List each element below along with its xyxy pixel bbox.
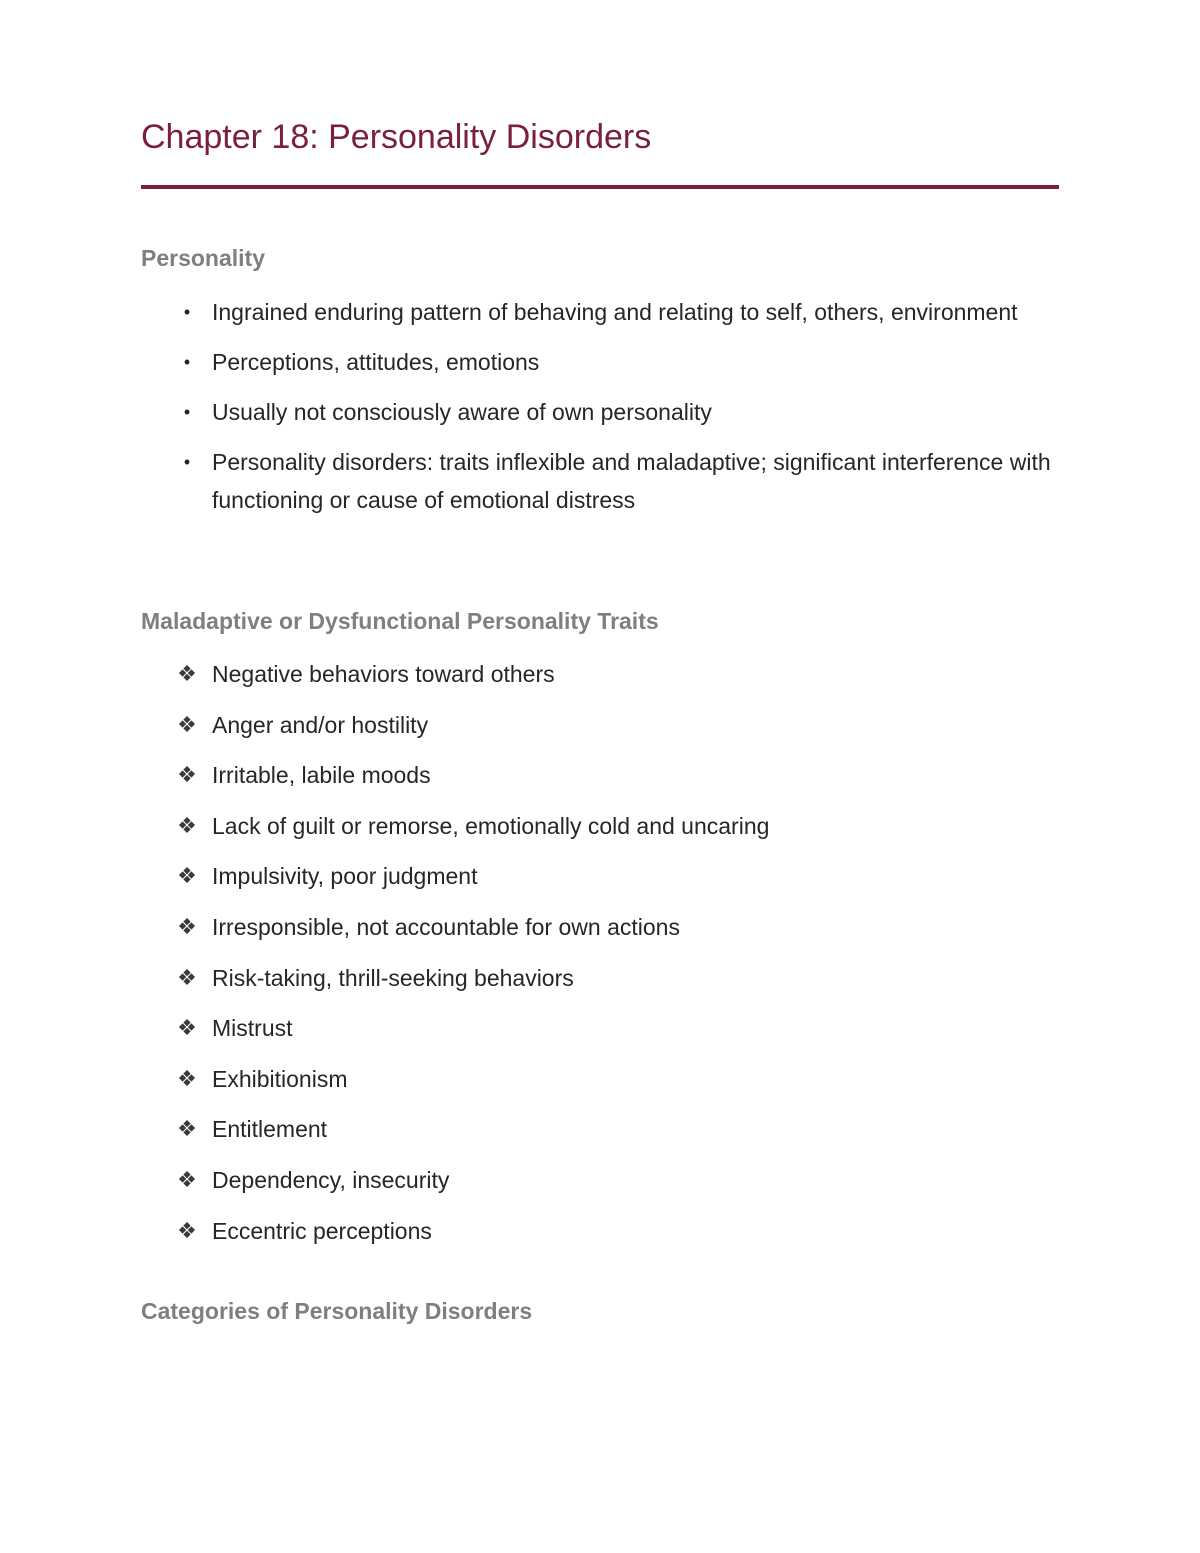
list-item-text: Dependency, insecurity (212, 1166, 450, 1193)
section-heading-categories: Categories of Personality Disorders (141, 1298, 533, 1324)
list-item (141, 443, 1059, 519)
list-item-text: Lack of guilt or remorse, emotionally cold and uncaring (212, 812, 770, 839)
bullet-icon: • (183, 352, 191, 372)
list-item (141, 1110, 1059, 1148)
list-item (141, 1161, 1059, 1199)
list-item (141, 857, 1059, 895)
section-heading-personality: Personality (141, 245, 265, 271)
list-item (141, 1060, 1059, 1098)
list-item-text: Exhibitionism (212, 1065, 348, 1092)
list-item (141, 1009, 1059, 1047)
diamond-bullet-icon: ❖ (177, 1217, 197, 1243)
list-item (141, 959, 1059, 997)
diamond-bullet-icon: ❖ (177, 812, 197, 838)
list-item (141, 807, 1059, 845)
list-item-text: Perceptions, attitudes, emotions (212, 349, 540, 375)
list-item (141, 1212, 1059, 1250)
list-item-text: Impulsivity, poor judgment (212, 863, 478, 890)
list-item-text: Entitlement (212, 1116, 328, 1143)
list-item-text: Ingrained enduring pattern of behaving and relating to self, others, environment (212, 299, 1018, 325)
diamond-bullet-icon: ❖ (177, 1015, 197, 1041)
bullet-icon: • (183, 302, 191, 322)
list-item-text: Anger and/or hostility (212, 711, 429, 738)
diamond-bullet-icon: ❖ (177, 964, 197, 990)
personality-list (141, 293, 1059, 531)
list-item (141, 706, 1059, 744)
list-item-text: Irresponsible, not accountable for own actions (212, 913, 680, 940)
list-item (141, 293, 1059, 331)
section-heading-traits: Maladaptive or Dysfunctional Personality Traits (141, 608, 659, 634)
list-item (141, 908, 1059, 946)
page-title: Chapter 18: Personality Disorders (141, 118, 652, 156)
diamond-bullet-icon: ❖ (177, 711, 197, 737)
diamond-bullet-icon: ❖ (177, 661, 197, 686)
list-item (141, 393, 1059, 431)
list-item-text: Personality disorders: traits inflexible and maladaptive; significant interference with functioning or cause of emotional distress (212, 449, 1051, 513)
list-item-text: Mistrust (212, 1015, 293, 1042)
list-item-text: Negative behaviors toward others (212, 661, 555, 687)
bullet-icon: • (183, 452, 191, 472)
list-item (141, 343, 1059, 381)
diamond-bullet-icon: ❖ (177, 1065, 197, 1091)
diamond-bullet-icon: ❖ (177, 913, 197, 939)
list-item-text: Eccentric perceptions (212, 1217, 432, 1244)
diamond-bullet-icon: ❖ (177, 1166, 197, 1192)
list-item-text: Risk-taking, thrill-seeking behaviors (212, 964, 574, 991)
traits-list (141, 655, 1059, 1262)
diamond-bullet-icon: ❖ (177, 863, 197, 889)
list-item-text: Irritable, labile moods (212, 762, 431, 789)
list-item-text: Usually not consciously aware of own personality (212, 399, 712, 425)
bullet-icon: • (183, 402, 191, 422)
list-item (141, 655, 1059, 693)
title-divider (141, 185, 1059, 189)
diamond-bullet-icon: ❖ (177, 1116, 197, 1142)
diamond-bullet-icon: ❖ (177, 762, 197, 788)
list-item (141, 756, 1059, 794)
